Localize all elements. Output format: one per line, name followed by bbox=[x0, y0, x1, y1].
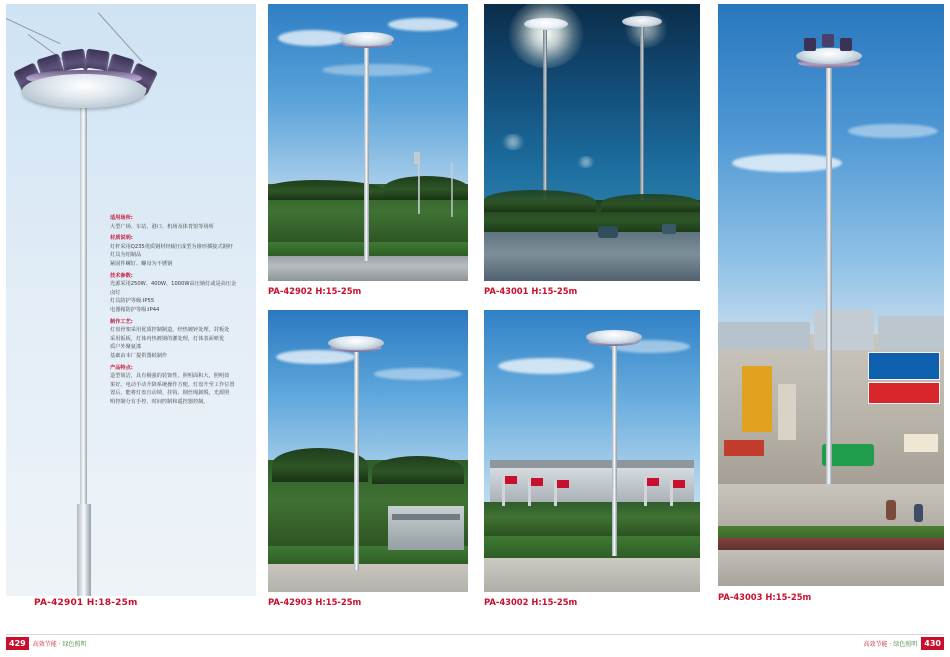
spec-application-body: 大型广场、车站、港口、机场及体育馆等场所 bbox=[110, 223, 214, 230]
tree-clump bbox=[601, 194, 700, 212]
flag bbox=[647, 478, 659, 486]
spec-process-line3: 质户外聚氨漆 bbox=[110, 344, 142, 351]
flood-lamp-icon bbox=[804, 38, 816, 51]
building-block bbox=[718, 322, 810, 350]
product-cell-pa42903 bbox=[268, 310, 468, 610]
spec-heading-parameters: 技术参数: bbox=[110, 272, 133, 279]
tree-line bbox=[484, 502, 700, 536]
tree-clump bbox=[384, 176, 468, 200]
spec-features-line2: 果好。电动手动升降系统操作方便。灯盘升至工作位置 bbox=[110, 381, 235, 388]
tree-clump bbox=[484, 190, 596, 212]
spec-parameters-line1: 光源采用250W、400W、1000W高压钠灯或是高压金 bbox=[110, 281, 237, 288]
cloud bbox=[278, 30, 348, 46]
road bbox=[484, 232, 700, 281]
spec-heading-material: 材质说明: bbox=[110, 235, 133, 242]
specification-text bbox=[110, 214, 250, 406]
footer-right bbox=[864, 635, 944, 651]
building-block bbox=[878, 316, 944, 350]
lamp-head-disc bbox=[622, 16, 662, 27]
spec-process-line4: 基础由本厂提供图纸制作 bbox=[110, 352, 168, 359]
cloud bbox=[848, 124, 938, 138]
flag bbox=[557, 480, 569, 488]
caption-pa42903: PA-42903 H:15-25m bbox=[268, 597, 362, 607]
spec-material-line1: 灯杆采用Q235优质钢材经辊压成型为锥形插接式钢杆 bbox=[110, 243, 233, 250]
left-product-panel bbox=[6, 4, 256, 612]
caption-pa42902: PA-42902 H:15-25m bbox=[268, 286, 362, 296]
building-block bbox=[814, 310, 874, 350]
flood-lamp-icon bbox=[822, 34, 834, 47]
cloud bbox=[276, 350, 356, 364]
page-number-left: 429 bbox=[6, 637, 29, 650]
signboard-suning bbox=[868, 352, 940, 380]
spec-parameters-line3: 灯具防护等级:IP55 bbox=[110, 298, 155, 305]
cloud bbox=[322, 64, 432, 76]
signboard-small bbox=[904, 434, 938, 452]
product-cell-pa42902 bbox=[268, 4, 468, 304]
footer-tagline-right: 高效节能 · 绿色照明 bbox=[863, 640, 918, 648]
cloud bbox=[498, 358, 594, 374]
decor-wire bbox=[6, 18, 61, 44]
spec-features-line1: 造型简洁，具有极强的装饰性。照明面积大，照明效 bbox=[110, 373, 230, 380]
footer-left bbox=[6, 635, 86, 651]
signboard-red bbox=[868, 382, 940, 404]
tree-clump bbox=[372, 456, 464, 484]
signboard-light-vertical bbox=[778, 384, 796, 440]
background-pole bbox=[451, 162, 453, 217]
sidewalk bbox=[718, 484, 944, 526]
spec-heading-application: 适用场所: bbox=[110, 215, 133, 221]
pavement bbox=[718, 550, 944, 586]
photo-pa43001 bbox=[484, 4, 700, 281]
caption-pa42901: PA-42901 H:18-25m bbox=[34, 598, 138, 608]
building-window-band bbox=[392, 514, 460, 520]
flag bbox=[505, 476, 517, 484]
spec-material-line3: 紧固件螺钉、螺母为不锈钢 bbox=[110, 260, 173, 267]
lamp-head-disc bbox=[340, 32, 394, 46]
page-number-right: 430 bbox=[921, 637, 944, 650]
lamp-head-disc bbox=[524, 18, 568, 30]
flag bbox=[673, 480, 685, 488]
pavement bbox=[268, 564, 468, 592]
vehicle bbox=[662, 224, 676, 234]
lamp-head-disc bbox=[586, 330, 642, 344]
hero-photo-pa42901 bbox=[6, 4, 256, 596]
pedestrian bbox=[914, 504, 923, 522]
cloud bbox=[388, 18, 458, 31]
background-structure bbox=[414, 152, 420, 164]
lamp-pole bbox=[612, 344, 617, 556]
photo-pa42903 bbox=[268, 310, 468, 592]
photo-pa43003 bbox=[718, 4, 944, 586]
product-cell-pa43001 bbox=[484, 4, 700, 304]
vehicle bbox=[598, 226, 618, 238]
caption-pa43001: PA-43001 H:15-25m bbox=[484, 286, 578, 296]
pedestrian bbox=[886, 500, 896, 520]
flag bbox=[531, 478, 543, 486]
distant-light bbox=[576, 156, 596, 168]
lamp-pole bbox=[364, 46, 369, 261]
footer-tagline-left: 高效节能 · 绿色照明 bbox=[32, 640, 87, 648]
hedge bbox=[484, 536, 700, 558]
cloud bbox=[374, 368, 462, 380]
product-cell-pa43003 bbox=[718, 4, 944, 610]
lamp-head-disc bbox=[328, 336, 384, 350]
lamp-pole-base bbox=[77, 504, 91, 596]
spec-heading-process: 制作工艺: bbox=[110, 318, 133, 325]
spec-parameters-line2: 卤灯 bbox=[110, 289, 121, 296]
spec-heading-features: 产品特点: bbox=[110, 364, 133, 371]
lamp-pole bbox=[354, 350, 359, 570]
product-cell-pa43002 bbox=[484, 310, 700, 610]
signboard-yellow-vertical bbox=[742, 366, 772, 432]
photo-pa42902 bbox=[268, 4, 468, 281]
caption-pa43002: PA-43002 H:15-25m bbox=[484, 597, 578, 607]
plaza-pavement bbox=[484, 558, 700, 592]
photo-pa43002 bbox=[484, 310, 700, 592]
spec-process-line1: 灯盘骨架采用优质控制制造，经热镀锌处理，封板处 bbox=[110, 327, 230, 334]
spec-features-line3: 置后，能将灯盘自动锁、挂钩、钢丝绳卸脱，光源照 bbox=[110, 390, 230, 397]
caption-pa43003: PA-43003 H:15-25m bbox=[718, 592, 812, 602]
spec-features-line4: 明控制分有手控、时间控制和遥控器控制。 bbox=[110, 398, 209, 405]
signboard-small bbox=[724, 440, 764, 456]
spec-process-line2: 采用钣板，灯体内热镀钢的灌处理，灯体表面喷优 bbox=[110, 335, 225, 342]
lamp-head-disc bbox=[22, 74, 146, 108]
footer-divider bbox=[6, 634, 944, 635]
distant-light bbox=[500, 134, 526, 150]
hall-roof bbox=[490, 460, 694, 468]
spec-material-line2: 灯具为铝制品 bbox=[110, 252, 142, 259]
spec-parameters-line4: 电器箱防护等级:IP44 bbox=[110, 306, 160, 313]
background-building bbox=[388, 506, 464, 550]
flood-lamp-icon bbox=[840, 38, 852, 51]
